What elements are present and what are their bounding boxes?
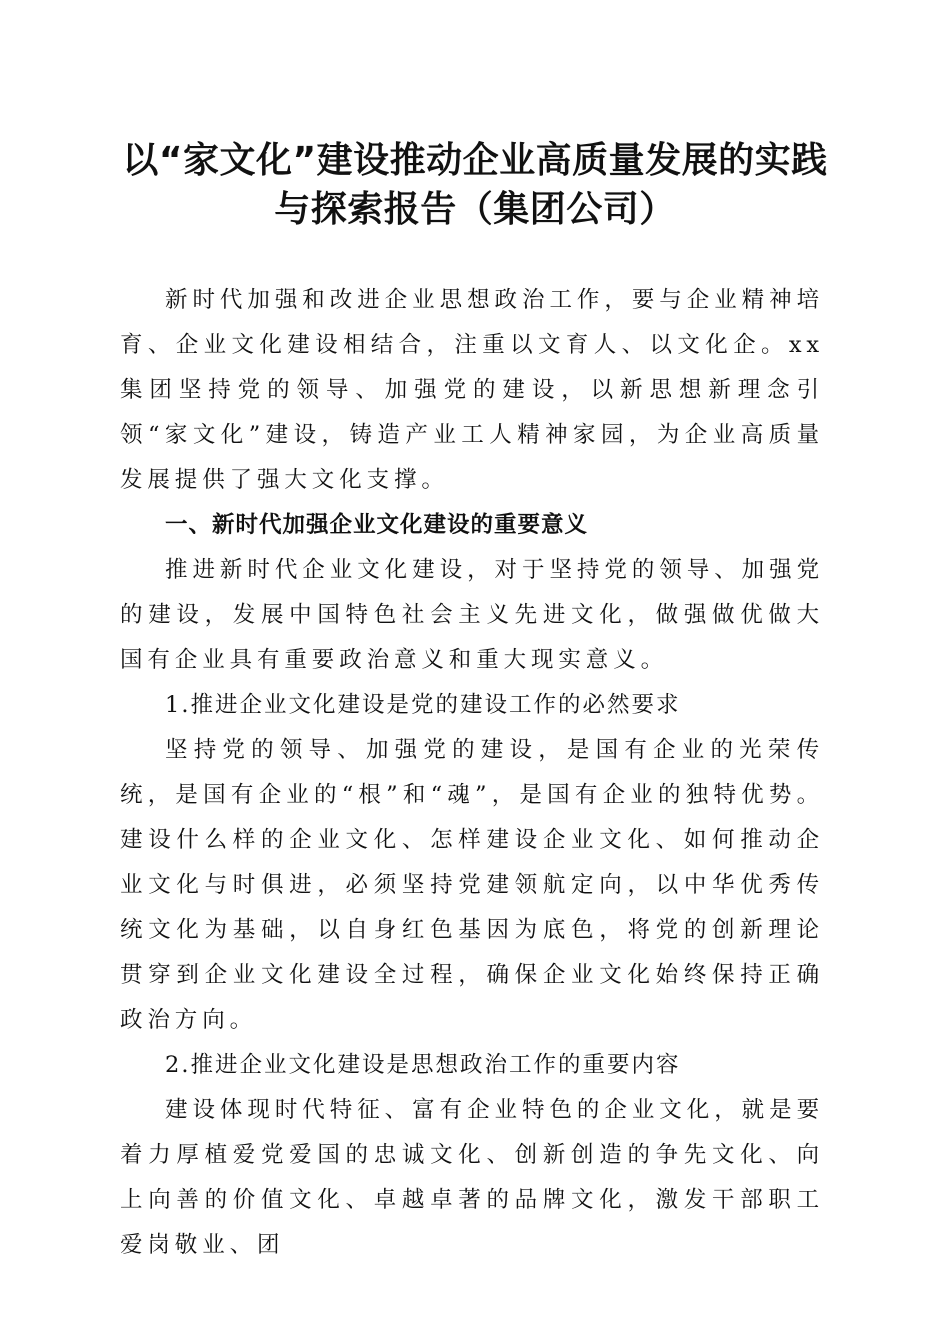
subsection-2-paragraph: 建设体现时代特征、富有企业特色的企业文化，就是要着力厚植爱党爱国的忠诚文化、创新创造的争先文化、向上向善的价值文化、卓越卓著的品牌文化，激发干部职工爱岗敬业、团 [120, 1097, 824, 1258]
subsection-heading-1: 1.推进企业文化建设是党的建设工作的必然要求 [165, 692, 681, 718]
document-body [120, 278, 824, 1268]
section-1-paragraph: 推进新时代企业文化建设，对于坚持党的领导、加强党的建设，发展中国特色社会主义先进文化，做强做优做大国有企业具有重要政治意义和重大现实意义。 [120, 557, 824, 673]
section-heading-1: 一、新时代加强企业文化建设的重要意义 [165, 512, 589, 538]
subsection-heading-2: 2.推进企业文化建设是思想政治工作的重要内容 [165, 1052, 681, 1078]
subsection-1-paragraph: 坚持党的领导、加强党的建设，是国有企业的光荣传统，是国有企业的“根”和“魂”，是国有企业的独特优势。建设什么样的企业文化、怎样建设企业文化、如何推动企业文化与时俱进，必须坚持党建领航定向，以中华优秀传统文化为基础，以自身红色基因为底色，将党的创新理论贯穿到企业文化建设全过程，确保企业文化始终保持正确政治方向。 [120, 737, 824, 1033]
title-line-2: 与探索报告（集团公司） [274, 189, 676, 230]
title-line-1: 以“家文化”建设推动企业高质量发展的实践 [122, 140, 828, 181]
intro-paragraph: 新时代加强和改进企业思想政治工作，要与企业精神培育、企业文化建设相结合，注重以文育人、以文化企。xx集团坚持党的领导、加强党的建设，以新思想新理念引领“家文化”建设，铸造产业工人精神家园，为企业高质量发展提供了强大文化支撑。 [120, 287, 824, 493]
document-title [110, 136, 840, 234]
